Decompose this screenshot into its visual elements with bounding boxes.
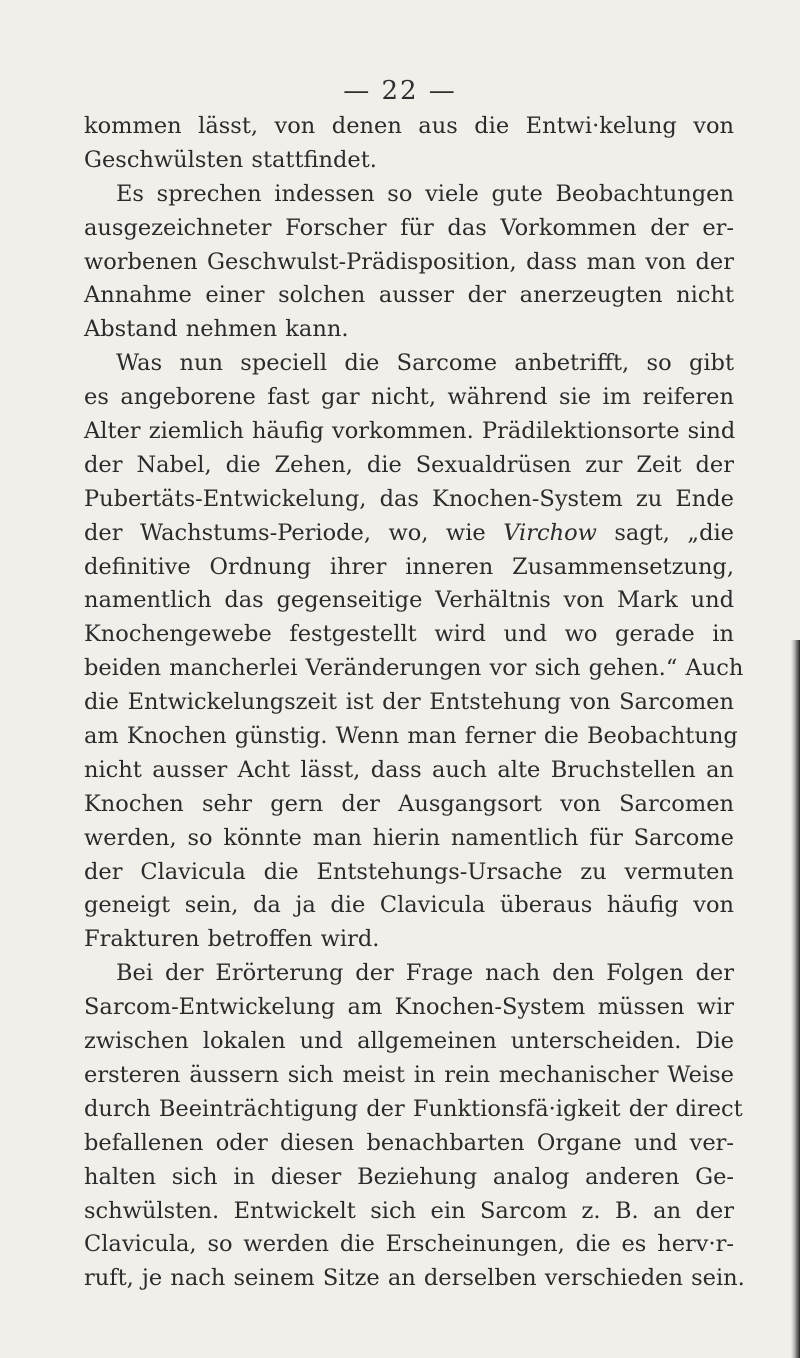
text-line: der Clavicula die Entstehungs-Ursache zu vermuten: [84, 858, 734, 885]
text-line: worbenen Geschwulst-Prädisposition, dass man von der: [84, 248, 734, 275]
text-line: Was nun speciell die Sarcome anbetrifft, so gibt: [116, 350, 734, 377]
text-line: schwülsten. Entwickelt sich ein Sarcom z. B. an der: [84, 1197, 734, 1224]
text-line: Knochengewebe festgestellt wird und wo gerade in: [84, 621, 734, 648]
text-line: ausgezeichneter Forscher für das Vorkommen der er-: [84, 214, 734, 241]
text-line: Clavicula, so werden die Erscheinungen, die es herv·r-: [84, 1231, 734, 1258]
text-line: Alter ziemlich häufig vorkommen. Prädilektionsorte sind: [84, 418, 736, 445]
text-line: Annahme einer solchen ausser der anerzeugten nicht: [84, 282, 734, 309]
text-line: Knochen sehr gern der Ausgangsort von Sarcomen: [84, 790, 734, 817]
text-segment: der Wachstums-Periode, wo, wie: [84, 519, 504, 546]
text-line: befallenen oder diesen benachbarten Organe und ver-: [84, 1129, 734, 1156]
text-line: Abstand nehmen kann.: [84, 316, 349, 343]
text-line: es angeborene fast gar nicht, während sie im reiferen: [84, 384, 734, 411]
text-line: am Knochen günstig. Wenn man ferner die Beobachtung: [84, 723, 738, 750]
text-line-with-author: [84, 517, 734, 551]
text-line: die Entwickelungszeit ist der Entstehung von Sarcomen: [84, 689, 734, 716]
text-line: Es sprechen indessen so viele gute Beobachtungen: [116, 180, 734, 207]
page-number: — 22 —: [343, 76, 457, 106]
text-line: zwischen lokalen und allgemeinen unterscheiden. Die: [84, 1028, 734, 1055]
text-line: nicht ausser Acht lässt, dass auch alte Bruchstellen an: [84, 756, 734, 783]
text-segment: sagt, „die: [596, 519, 734, 546]
text-line: Frakturen betroffen wird.: [84, 926, 380, 953]
text-line: halten sich in dieser Beziehung analog anderen Ge-: [84, 1163, 734, 1190]
text-line: kommen lässt, von denen aus die Entwi·kelung von: [84, 113, 734, 139]
text-line: geneigt sein, da ja die Clavicula überaus häufig von: [84, 892, 734, 919]
text-line: ruft, je nach seinem Sitze an derselben verschieden sein.: [84, 1265, 745, 1292]
text-line: durch Beeinträchtigung der Funktionsfä·igkeit der direct: [84, 1095, 743, 1122]
text-line: beiden mancherlei Veränderungen vor sich gehen.“ Auch: [84, 655, 744, 682]
text-line: Pubertäts-Entwickelung, das Knochen-System zu Ende: [84, 485, 734, 512]
text-line: ersteren äussern sich meist in rein mechanischer Weise: [84, 1061, 734, 1088]
text-line: namentlich das gegenseitige Verhältnis von Mark und: [84, 587, 734, 614]
text-line: Bei der Erörterung der Frage nach den Folgen der: [116, 960, 734, 987]
text-line: Geschwülsten stattfindet.: [84, 146, 377, 173]
body-text: [84, 110, 745, 1296]
text-line: Sarcom-Entwickelung am Knochen-System müssen wir: [84, 994, 734, 1021]
author-name: Virchow: [503, 519, 597, 546]
text-line: der Nabel, die Zehen, die Sexualdrüsen zur Zeit der: [84, 451, 734, 478]
text-line: definitive Ordnung ihrer inneren Zusammensetzung,: [84, 553, 734, 580]
page-edge-shadow: [791, 640, 800, 1358]
text-line: werden, so könnte man hierin namentlich für Sarcome: [84, 824, 734, 851]
